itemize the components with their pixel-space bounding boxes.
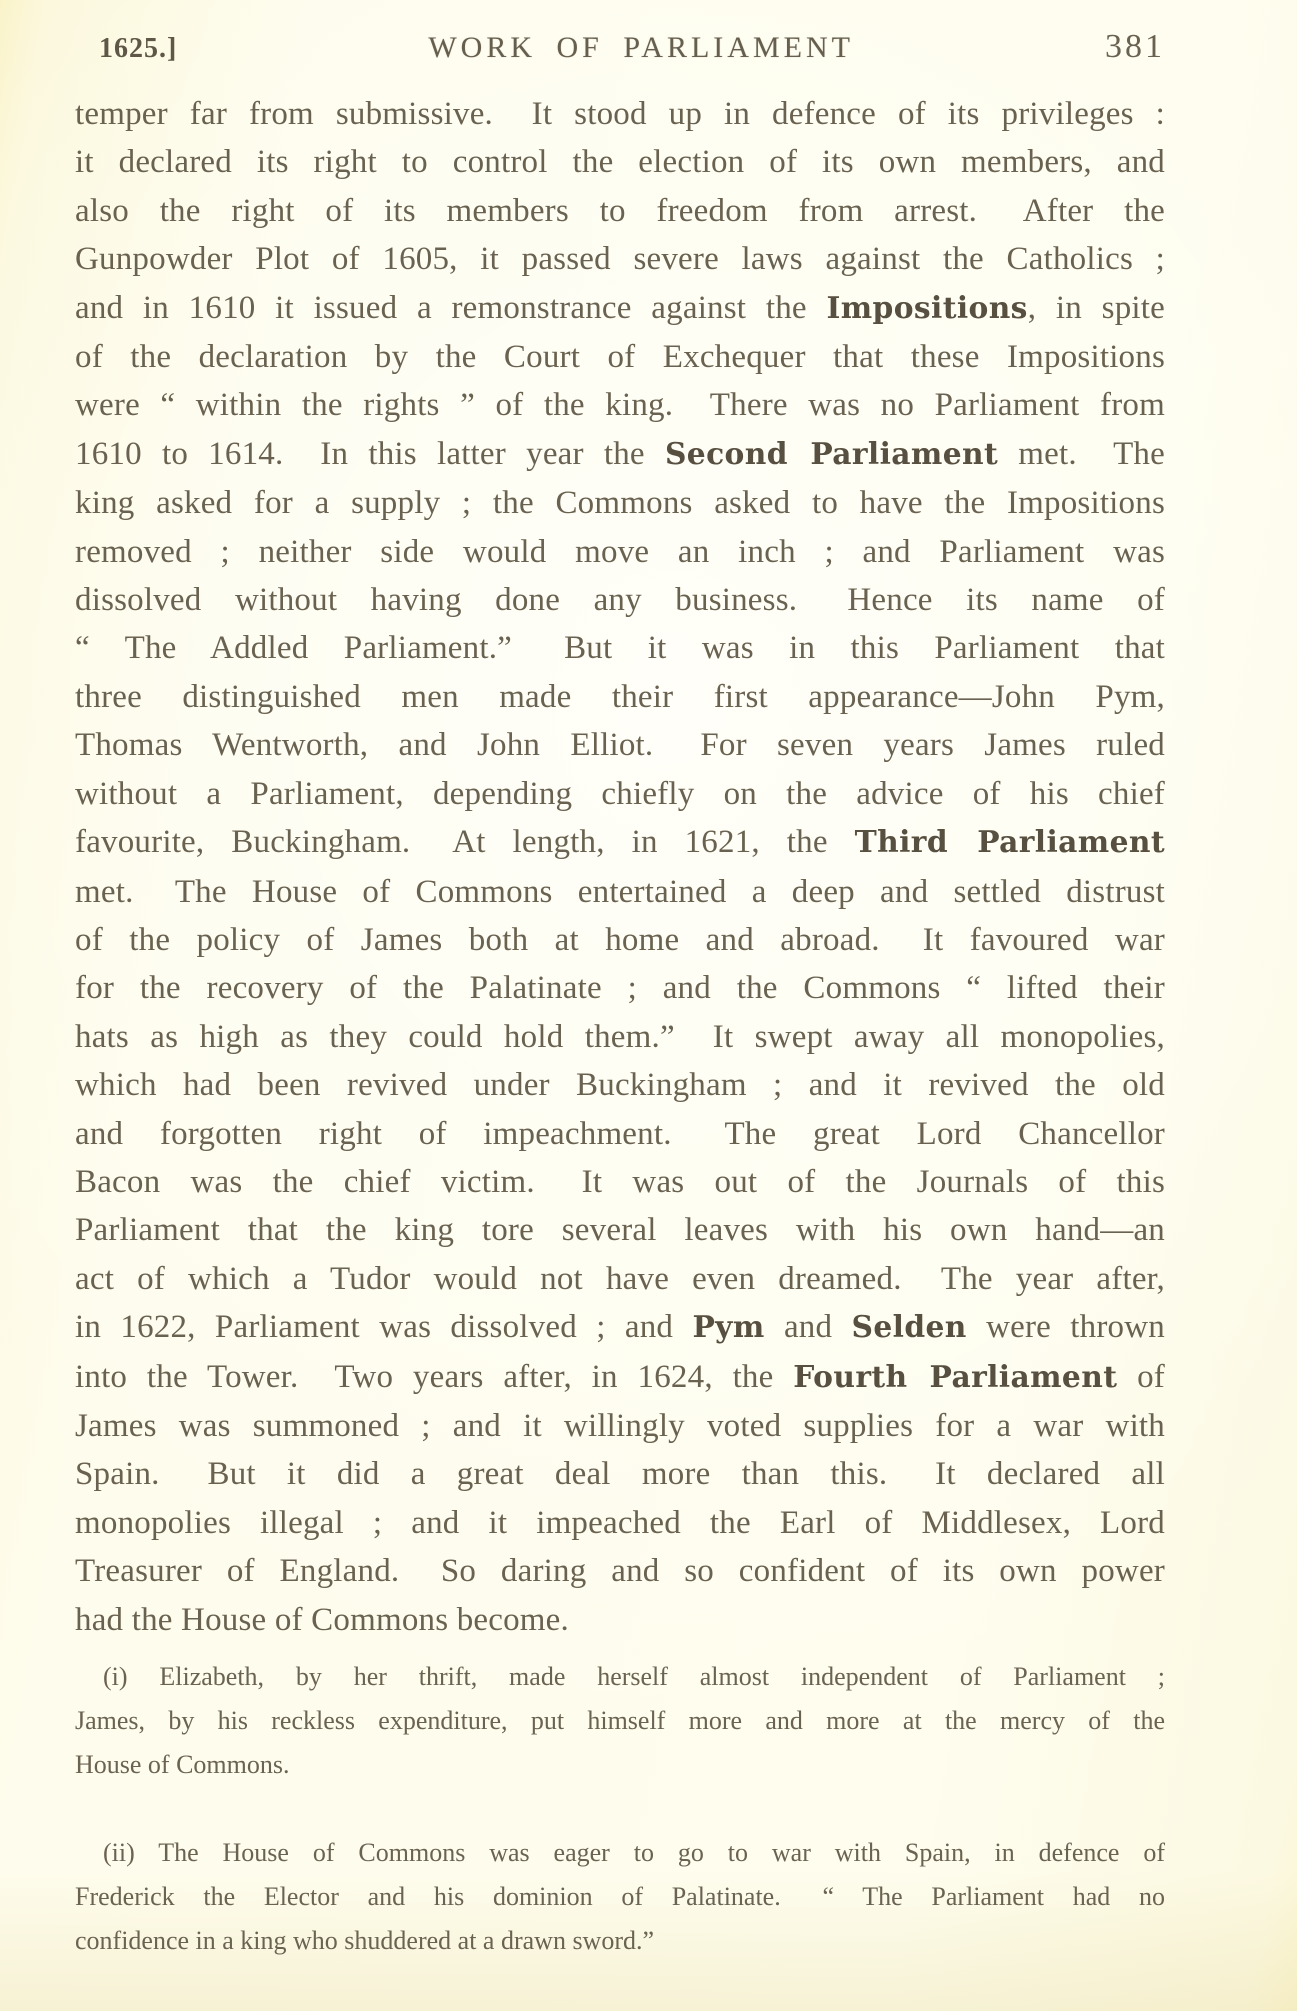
text-line [75, 1206, 1165, 1254]
text-segment: into the Tower. Two years after, in 1624, the [75, 1358, 794, 1395]
text-segment: Spain. But it did a great deal more than this. It declared all [75, 1456, 1165, 1493]
text-line [75, 624, 1165, 672]
page-header [75, 28, 1165, 66]
text-line [75, 1699, 1165, 1743]
text-segment: and forgotten right of impeachment. The great Lord Chancellor [75, 1115, 1165, 1152]
text-line [75, 1499, 1165, 1547]
text-segment: (i) Elizabeth, by her thrift, made herself almost independent of Parliament ; [103, 1662, 1165, 1691]
text-segment: of the policy of James both at home and abroad. It favoured war [75, 921, 1165, 958]
text-segment: “ The Addled Parliament.” But it was in this Parliament that [75, 630, 1165, 667]
text-segment: had the House of Commons become. [75, 1601, 569, 1638]
text-line [75, 1655, 1165, 1699]
text-segment: were “ within the rights ” of the king. There was no Parliament from [75, 387, 1165, 424]
text-segment: of [1117, 1358, 1165, 1395]
text-line [75, 1303, 1165, 1352]
text-line [75, 1110, 1165, 1158]
text-line [75, 1158, 1165, 1206]
text-line [75, 721, 1165, 769]
text-line [75, 576, 1165, 624]
text-segment: Gunpowder Plot of 1605, it passed severe laws against the Catholics ; [75, 241, 1165, 278]
text-line [75, 673, 1165, 721]
text-line [75, 235, 1165, 283]
header-page-number: 381 [1104, 28, 1165, 65]
text-line [75, 770, 1165, 818]
text-segment: which had been revived under Buckingham ; and it revived the old [75, 1067, 1165, 1104]
text-line [75, 479, 1165, 527]
text-line [75, 430, 1165, 479]
text-segment: Bacon was the chief victim. It was out of the Journals of this [75, 1163, 1165, 1200]
text-segment: and [764, 1309, 852, 1346]
text-line [75, 916, 1165, 964]
text-line [75, 1875, 1165, 1919]
text-line [75, 1061, 1165, 1109]
text-line [75, 1450, 1165, 1498]
bold-term: Third Parliament [854, 825, 1165, 861]
text-segment: three distinguished men made their first appearance—John Pym, [75, 678, 1165, 715]
text-line [75, 528, 1165, 576]
bold-term: Selden [851, 1310, 967, 1346]
footnote [75, 1831, 1165, 1963]
text-line [75, 1353, 1165, 1402]
text-line [75, 1743, 1165, 1787]
text-segment: Treasurer of England. So daring and so confident of its own power [75, 1553, 1165, 1590]
text-line [75, 1547, 1165, 1595]
text-line [75, 284, 1165, 333]
text-line [75, 381, 1165, 429]
body-text [75, 90, 1165, 1644]
text-segment: hats as high as they could hold them.” It swept away all monopolies, [75, 1018, 1165, 1055]
text-segment: without a Parliament, depending chiefly on the advice of his chief [75, 775, 1165, 812]
text-line [75, 138, 1165, 186]
text-segment: for the recovery of the Palatinate ; and the Commons “ lifted their [75, 970, 1165, 1007]
text-line [75, 1255, 1165, 1303]
text-line [75, 868, 1165, 916]
bold-term: Second Parliament [664, 436, 999, 472]
bold-term: Impositions [826, 290, 1028, 326]
bold-term: Pym [692, 1310, 765, 1346]
text-segment: also the right of its members to freedom from arrest. After the [75, 192, 1165, 229]
text-line [75, 187, 1165, 235]
header-running-title: WORK OF PARLIAMENT [428, 31, 854, 64]
text-segment: 1610 to 1614. In this latter year the [75, 435, 665, 472]
text-segment: and in 1610 it issued a remonstrance against the [75, 289, 827, 326]
text-segment: James was summoned ; and it willingly voted supplies for a war with [75, 1407, 1165, 1444]
text-line [75, 1596, 1165, 1644]
text-segment: met. The [998, 435, 1165, 472]
text-segment: removed ; neither side would move an inch ; and Parliament was [75, 533, 1165, 570]
text-segment: met. The House of Commons entertained a deep and settled distrust [75, 873, 1165, 910]
text-segment: temper far from submissive. It stood up in defence of its privileges : [75, 96, 1165, 132]
text-line [75, 1919, 1165, 1963]
text-line [75, 964, 1165, 1012]
text-segment: it declared its right to control the election of its own members, and [75, 144, 1165, 181]
text-segment: dissolved without having done any business. Hence its name of [75, 582, 1165, 619]
text-segment: act of which a Tudor would not have even dreamed. The year after, [75, 1260, 1165, 1297]
bold-term: Fourth Parliament [793, 1359, 1118, 1395]
text-line [75, 333, 1165, 381]
text-segment: James, by his reckless expenditure, put himself more and more at the mercy of the [75, 1706, 1165, 1735]
text-segment: were thrown [966, 1309, 1165, 1346]
text-segment: Parliament that the king tore several leaves with his own hand—an [75, 1212, 1165, 1249]
text-segment: king asked for a supply ; the Commons asked to have the Impositions [75, 485, 1165, 522]
text-segment: favourite, Buckingham. At length, in 1621, the [75, 824, 855, 861]
text-line [75, 818, 1165, 867]
text-line [75, 1013, 1165, 1061]
text-segment: monopolies illegal ; and it impeached the Earl of Middlesex, Lord [75, 1504, 1165, 1541]
text-segment: House of Commons. [75, 1750, 290, 1779]
text-segment: (ii) The House of Commons was eager to go to war with Spain, in defence of [103, 1838, 1165, 1867]
text-segment: Thomas Wentworth, and John Elliot. For seven years James ruled [75, 727, 1165, 764]
header-year: 1625.] [99, 33, 178, 64]
footnote [75, 1655, 1165, 1787]
text-segment: confidence in a king who shuddered at a drawn sword.” [75, 1926, 655, 1955]
text-segment: in 1622, Parliament was dissolved ; and [75, 1309, 693, 1346]
text-line [75, 1402, 1165, 1450]
text-segment: , in spite [1027, 289, 1165, 326]
text-segment: Frederick the Elector and his dominion of Palatinate. “ The Parliament had no [75, 1882, 1165, 1911]
text-line [75, 90, 1165, 138]
text-segment: of the declaration by the Court of Exchequer that these Impositions [75, 339, 1165, 376]
text-line [75, 1831, 1165, 1875]
footnotes [75, 1655, 1165, 1963]
